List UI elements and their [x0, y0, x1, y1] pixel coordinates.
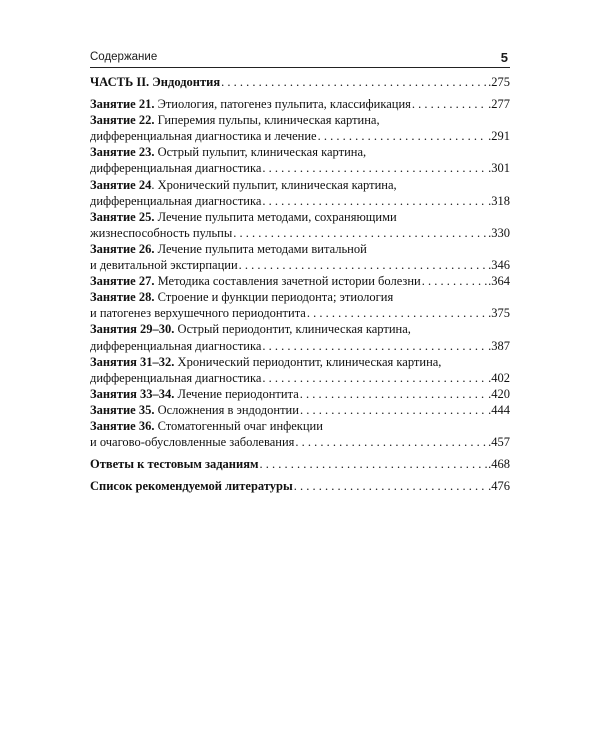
toc-entry[interactable] [90, 96, 510, 112]
dot-leader [221, 74, 487, 90]
toc-page-number: .420 [488, 386, 510, 401]
toc-entry-line [90, 289, 510, 305]
toc-entry-line [90, 241, 510, 257]
toc-entry-label: Занятия 29–30. [90, 322, 175, 337]
toc-page-number: .291 [488, 129, 510, 144]
toc-entry[interactable] [90, 74, 510, 90]
toc-entry-line [90, 74, 510, 90]
toc-entry-title [90, 370, 261, 386]
toc-entry-line [90, 354, 510, 370]
toc-page-number: .275 [488, 75, 510, 89]
toc-entry-line [90, 321, 510, 337]
toc-entry[interactable] [90, 241, 510, 273]
dot-leader [300, 402, 487, 418]
toc-page-number: .375 [488, 306, 510, 321]
toc-entry-text: Методика составления зачетной истории болезни [154, 274, 421, 289]
dot-leader [318, 128, 488, 144]
toc-entry[interactable] [90, 289, 510, 321]
toc-entry-text: Строение и функции периодонта; этиология [154, 290, 394, 305]
toc-entry-title [90, 96, 411, 112]
toc-entry-label: Ответы к тестовым заданиям [90, 457, 259, 472]
toc-entry-line [90, 456, 510, 472]
toc-entry-label: Занятие 24 [90, 177, 152, 192]
toc-entry-line [90, 402, 510, 418]
toc-page-number: .346 [488, 258, 510, 273]
dot-leader [422, 273, 487, 289]
dot-leader [233, 225, 487, 241]
toc-entry-label: Занятие 26. [90, 241, 155, 256]
toc-entry-label: Занятие 28. [90, 290, 155, 305]
dot-leader [307, 305, 487, 321]
toc-page-number: .387 [488, 338, 510, 353]
dot-leader [262, 193, 487, 209]
toc-entry[interactable] [90, 177, 510, 209]
toc-page-number: .444 [488, 402, 510, 417]
toc-entry[interactable] [90, 402, 510, 418]
toc-entry-text: Острый периодонтит, клиническая картина, [174, 322, 411, 337]
running-header [90, 51, 510, 67]
toc-entry-title [90, 386, 299, 402]
toc-entry-line [90, 305, 510, 321]
toc-page-number: .402 [488, 370, 510, 385]
toc-entry-line [90, 96, 510, 112]
dot-leader [260, 456, 488, 472]
toc-entry[interactable] [90, 456, 510, 472]
toc-entry-text: . Хронический пульпит, клиническая картина, [151, 177, 397, 192]
dot-leader [294, 478, 487, 494]
toc-entry-label: Занятие 22. [90, 113, 155, 128]
toc-entry[interactable] [90, 144, 510, 176]
toc-entry-line [90, 209, 510, 225]
toc-entry[interactable] [90, 321, 510, 353]
dot-leader [300, 386, 487, 402]
toc-entry-label: Занятие 36. [90, 418, 155, 433]
toc-entry-label: Занятие 27. [90, 274, 155, 289]
toc-entry-text: и девитальной экстирпации [90, 258, 238, 273]
dot-leader [262, 370, 487, 386]
toc-entry-text: Лечение пульпита методами витальной [154, 241, 367, 256]
toc-entry-label: Занятие 25. [90, 209, 155, 224]
toc-entry-title [90, 273, 421, 289]
toc-page-number: .277 [488, 97, 510, 112]
toc-entry-line [90, 225, 510, 241]
toc-entry-title [90, 193, 261, 209]
toc-entry-line [90, 160, 510, 176]
toc-entry-text: Стоматогенный очаг инфекции [154, 418, 323, 433]
toc-page-number: .468 [488, 457, 510, 472]
toc-entry[interactable] [90, 418, 510, 450]
toc-entry-text: Хронический периодонтит, клиническая картина, [174, 354, 442, 369]
toc-entry-title [90, 225, 232, 241]
toc-entry-line [90, 434, 510, 450]
toc-entry[interactable] [90, 386, 510, 402]
toc-entry-text: дифференциальная диагностика [90, 370, 262, 385]
toc-entry-title [90, 160, 261, 176]
toc-entry-title [90, 338, 261, 354]
toc-entry-label: Занятие 35. [90, 402, 155, 417]
toc-entry-line [90, 128, 510, 144]
toc-entry-label: Занятие 21. [90, 97, 155, 112]
toc-entry-title [90, 128, 317, 144]
header-title: Содержание [90, 51, 158, 63]
toc-entry-text: дифференциальная диагностика [90, 161, 262, 176]
toc-entry-text: дифференциальная диагностика [90, 193, 262, 208]
dot-leader [262, 160, 487, 176]
dot-leader [412, 96, 487, 112]
toc-entry-label: Занятие 23. [90, 145, 155, 160]
toc-page-number: .330 [488, 225, 510, 240]
toc-entry-text: Лечение пульпита методами, сохраняющими [154, 209, 397, 224]
toc-page-number: .457 [488, 435, 510, 450]
toc-page-number: .364 [488, 274, 510, 289]
toc-entry-line [90, 257, 510, 273]
toc-entry-line [90, 144, 510, 160]
toc-page-number: .301 [488, 161, 510, 176]
toc-entry-line [90, 177, 510, 193]
toc-entry-title [90, 305, 306, 321]
dot-leader [262, 338, 487, 354]
toc-entry-title [90, 478, 293, 494]
toc-entry-line [90, 370, 510, 386]
toc-entry-line [90, 112, 510, 128]
toc-entry-text: Гиперемия пульпы, клиническая картина, [154, 113, 380, 128]
table-of-contents [90, 74, 510, 494]
page-number: 5 [500, 50, 508, 65]
toc-entry[interactable] [90, 209, 510, 241]
toc-entry-line [90, 478, 510, 494]
toc-page-number: .318 [488, 193, 510, 208]
toc-entry-text: жизнеспособность пульпы [90, 225, 233, 240]
toc-entry-line [90, 386, 510, 402]
toc-entry-title [90, 456, 259, 472]
toc-entry-line [90, 193, 510, 209]
toc-entry-line [90, 338, 510, 354]
toc-entry-text: и патогенез верхушечного периодонтита [90, 306, 306, 321]
header-rule [90, 67, 510, 68]
toc-entry[interactable] [90, 354, 510, 386]
toc-entry-title [90, 257, 238, 273]
toc-entry[interactable] [90, 478, 510, 494]
toc-entry-text: и очагово-обусловленные заболевания [90, 435, 295, 450]
toc-entry-title [90, 74, 220, 90]
toc-entry-label: Список рекомендуемой литературы [90, 479, 293, 494]
toc-entry-title [90, 402, 299, 418]
toc-entry-text: Осложнения в эндодонтии [154, 402, 299, 417]
dot-leader [295, 434, 487, 450]
toc-entry[interactable] [90, 112, 510, 144]
dot-leader [239, 257, 487, 273]
toc-entry-text: Этиология, патогенез пульпита, классификация [154, 97, 411, 112]
toc-page-number: .476 [488, 479, 510, 494]
toc-entry-line [90, 418, 510, 434]
toc-entry-label: ЧАСТЬ II. Эндодонтия [90, 75, 221, 89]
toc-entry-text: дифференциальная диагностика [90, 338, 262, 353]
toc-entry-text: Лечение периодонтита [174, 386, 299, 401]
toc-entry-text: Острый пульпит, клиническая картина, [154, 145, 367, 160]
toc-entry-title [90, 434, 294, 450]
toc-entry-line [90, 273, 510, 289]
toc-entry[interactable] [90, 273, 510, 289]
toc-entry-label: Занятия 33–34. [90, 386, 175, 401]
toc-entry-text: дифференциальная диагностика и лечение [90, 129, 317, 144]
toc-entry-label: Занятия 31–32. [90, 354, 175, 369]
